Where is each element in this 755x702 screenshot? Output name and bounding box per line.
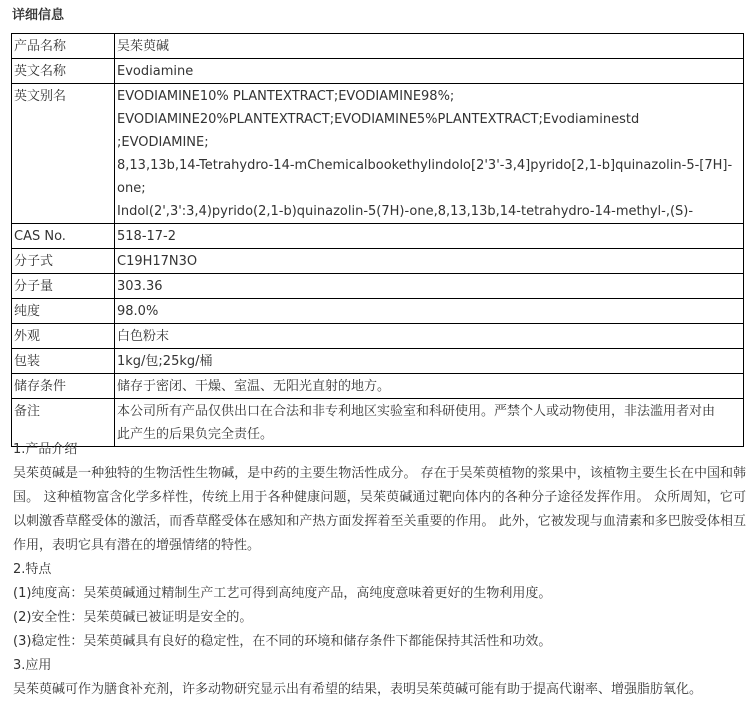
spec-value [115,374,744,399]
spec-value [115,349,744,374]
section-heading: 详细信息 [12,8,65,23]
section-paragraph: 吴茱萸碱可作为膳食补充剂，许多动物研究显示出有希望的结果，表明吴茱萸碱可能有助于提高代谢率、增强脂肪氧化。 [13,682,703,697]
spec-row [12,249,744,274]
spec-value [115,249,744,274]
spec-key: 包装 [12,349,115,374]
spec-key: 储存条件 [12,374,115,399]
spec-row [12,224,744,249]
spec-value-line: ;EVODIAMINE; [117,135,209,150]
spec-table [11,33,744,447]
spec-value [115,274,744,299]
spec-value-line: 1kg/包;25kg/桶 [117,354,213,369]
spec-row [12,84,744,224]
spec-value [115,34,744,59]
spec-row [12,324,744,349]
spec-row [12,299,744,324]
spec-value-line: 储存于密闭、干燥、室温、无阳光直射的地方。 [117,379,391,394]
spec-value-line: 本公司所有产品仅供出口在合法和非专利地区实验室和科研使用。严禁个人或动物使用，非法滥用者对由 [117,404,716,419]
spec-value [115,84,744,224]
spec-row [12,59,744,84]
spec-key: 纯度 [12,299,115,324]
section-title: 1.产品介绍 [13,442,78,457]
spec-key: 分子量 [12,274,115,299]
spec-value-line: 518-17-2 [117,229,177,244]
spec-value [115,324,744,349]
spec-key: 备注 [12,399,115,447]
spec-value [115,299,744,324]
spec-value-line: 98.0% [117,304,159,319]
spec-value [115,224,744,249]
spec-key: CAS No. [12,224,115,249]
section-paragraph: (3)稳定性：吴茱萸碱具有良好的稳定性，在不同的环境和储存条件下都能保持其活性和功效。 [13,634,552,649]
section-paragraph: 吴茱萸碱是一种独特的生物活性生物碱，是中药的主要生物活性成分。 存在于吴茱萸植物的浆果中，该植物主要生长在中国和韩国。 这种植物富含化学多样性，传统上用于各种健康问题，吴茱萸碱通过靶向体内的各种分子途径发挥作用。 众所周知，它可以刺激香草醛受体的激活，而香草醛受体在感知和产热方面发挥着至关重要的作用。 此外，它被发现与血清素和多巴胺受体相互作用，表明它具有潜在的增强情绪的特性。 [13,466,746,553]
spec-value-line: C19H17N3O [117,254,198,269]
spec-row [12,274,744,299]
spec-row [12,34,744,59]
spec-value-line: 此产生的后果负完全责任。 [117,427,274,442]
spec-row [12,374,744,399]
spec-value-line: EVODIAMINE10% PLANTEXTRACT;EVODIAMINE98%; [117,89,455,104]
spec-key: 英文别名 [12,84,115,224]
spec-value-line: 8,13,13b,14-Tetrahydro-14-mChemicalbookethylindolo[2'3'-3,4]pyrido[2,1-b]quinazolin-5-[7H]- [117,158,733,173]
spec-key: 外观 [12,324,115,349]
spec-table-body [12,34,744,447]
spec-value-line: 吴茱萸碱 [117,39,170,54]
spec-key: 产品名称 [12,34,115,59]
spec-row [12,349,744,374]
spec-value-line: Indol(2',3':3,4)pyrido(2,1-b)quinazolin-5(7H)-one,8,13,13b,14-tetrahydro-14-methyl-,(S)- [117,204,694,219]
spec-value-line: 白色粉末 [117,329,170,344]
spec-value [115,59,744,84]
description-sections [13,438,746,702]
spec-value-line: one; [117,181,146,196]
spec-value-line: Evodiamine [117,64,194,79]
spec-value-line: EVODIAMINE20%PLANTEXTRACT;EVODIAMINE5%PLANTEXTRACT;Evodiaminestd [117,112,640,127]
section-title: 3.应用 [13,658,52,673]
spec-value-line: 303.36 [117,279,163,294]
spec-key: 英文名称 [12,59,115,84]
section-title: 2.特点 [13,562,52,577]
section-paragraph: (1)纯度高：吴茱萸碱通过精制生产工艺可得到高纯度产品，高纯度意味着更好的生物利用度。 [13,586,552,601]
section-paragraph: (2)安全性：吴茱萸碱已被证明是安全的。 [13,610,253,625]
spec-key: 分子式 [12,249,115,274]
